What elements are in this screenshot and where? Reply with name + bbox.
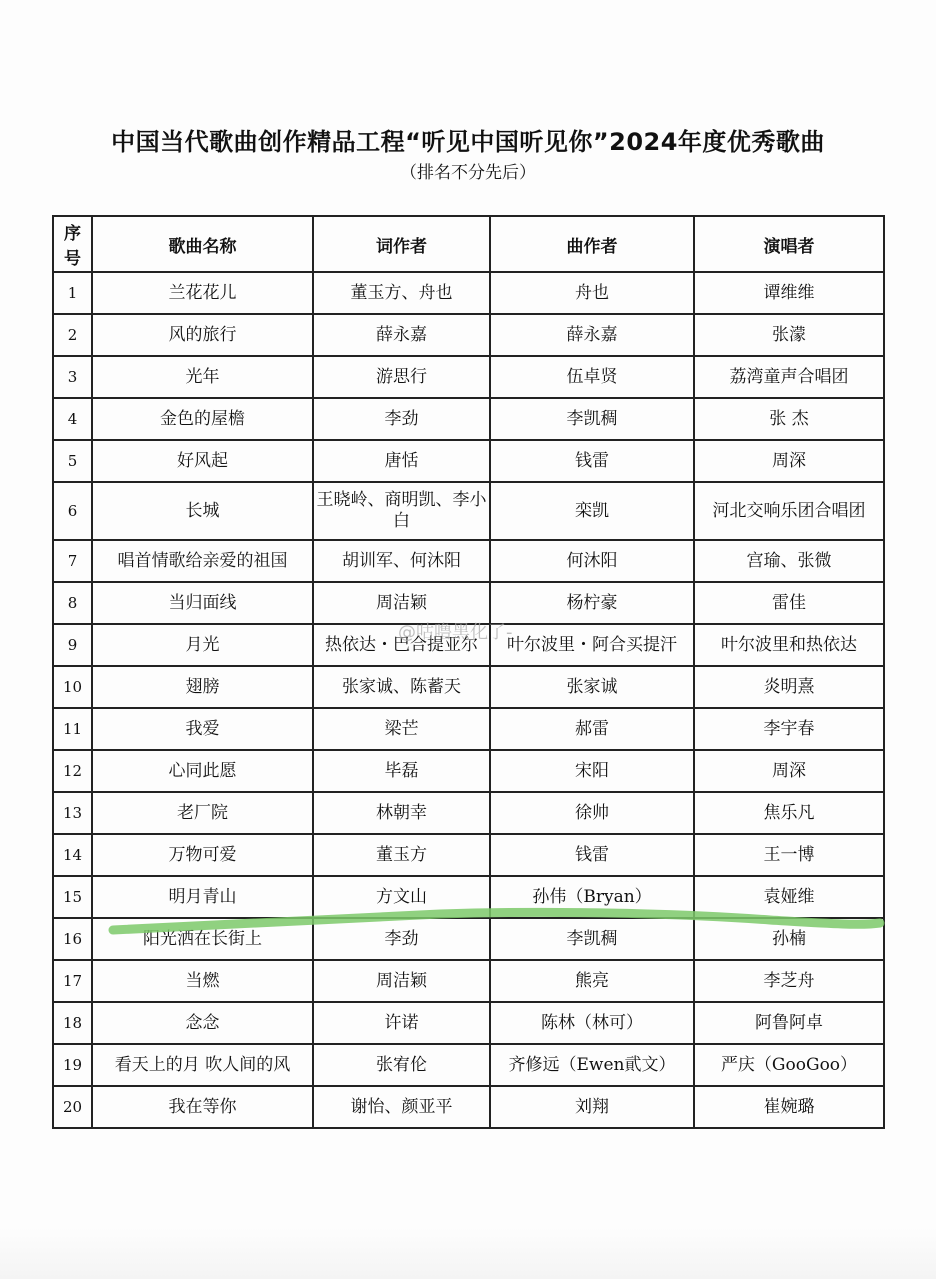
- table-row: [53, 440, 884, 482]
- cell-song: 当燃: [92, 960, 313, 1002]
- cell-song: 兰花花儿: [92, 272, 313, 314]
- cell-no: 13: [53, 792, 92, 834]
- cell-singer: 孙楠: [694, 918, 884, 960]
- cell-singer: 宫瑜、张微: [694, 540, 884, 582]
- cell-composer: 刘翔: [490, 1086, 694, 1128]
- cell-song: 心同此愿: [92, 750, 313, 792]
- cell-lyricist: 林朝幸: [313, 792, 490, 834]
- cell-song: 念念: [92, 1002, 313, 1044]
- cell-no: 2: [53, 314, 92, 356]
- cell-lyricist: 周洁颖: [313, 960, 490, 1002]
- header-no: 序号: [53, 216, 92, 272]
- cell-song: 月光: [92, 624, 313, 666]
- table-row: [53, 1086, 884, 1128]
- cell-lyricist: 唐恬: [313, 440, 490, 482]
- table-row: [53, 708, 884, 750]
- cell-composer: 舟也: [490, 272, 694, 314]
- cell-lyricist: 董玉方、舟也: [313, 272, 490, 314]
- cell-composer: 栾凯: [490, 482, 694, 540]
- cell-composer: 熊亮: [490, 960, 694, 1002]
- table-header-row: [53, 216, 884, 272]
- cell-singer: 李宇春: [694, 708, 884, 750]
- cell-composer: 钱雷: [490, 834, 694, 876]
- cell-song: 明月青山: [92, 876, 313, 918]
- cell-lyricist: 李劲: [313, 918, 490, 960]
- cell-lyricist: 许诺: [313, 1002, 490, 1044]
- cell-lyricist: 谢怡、颜亚平: [313, 1086, 490, 1128]
- cell-song: 万物可爱: [92, 834, 313, 876]
- cell-singer: 阿鲁阿卓: [694, 1002, 884, 1044]
- cell-song: 翅膀: [92, 666, 313, 708]
- cell-no: 8: [53, 582, 92, 624]
- cell-no: 20: [53, 1086, 92, 1128]
- table-row: [53, 750, 884, 792]
- cell-singer: 炎明熹: [694, 666, 884, 708]
- table-row: [53, 1002, 884, 1044]
- songs-table: [52, 215, 885, 1129]
- cell-singer: 袁娅维: [694, 876, 884, 918]
- cell-lyricist: 张宥伦: [313, 1044, 490, 1086]
- cell-no: 18: [53, 1002, 92, 1044]
- table-row: [53, 482, 884, 540]
- cell-no: 11: [53, 708, 92, 750]
- cell-song: 我在等你: [92, 1086, 313, 1128]
- cell-singer: 雷佳: [694, 582, 884, 624]
- cell-song: 看天上的月 吹人间的风: [92, 1044, 313, 1086]
- table-row: [53, 666, 884, 708]
- cell-no: 14: [53, 834, 92, 876]
- table-row: [53, 1044, 884, 1086]
- cell-no: 6: [53, 482, 92, 540]
- cell-singer: 谭维维: [694, 272, 884, 314]
- cell-composer: 宋阳: [490, 750, 694, 792]
- watermark-text: @咕噜黑化了-: [398, 622, 513, 643]
- cell-singer: 李芝舟: [694, 960, 884, 1002]
- cell-no: 1: [53, 272, 92, 314]
- cell-lyricist: 张家诚、陈蓄天: [313, 666, 490, 708]
- cell-lyricist: 周洁颖: [313, 582, 490, 624]
- cell-composer: 叶尔波里・阿合买提汗: [490, 624, 694, 666]
- cell-singer: 张 杰: [694, 398, 884, 440]
- table-row: [53, 792, 884, 834]
- cell-no: 3: [53, 356, 92, 398]
- cell-song: 金色的屋檐: [92, 398, 313, 440]
- table-row: [53, 540, 884, 582]
- cell-lyricist: 游思行: [313, 356, 490, 398]
- header-lyricist: 词作者: [313, 216, 490, 272]
- table-row: [53, 918, 884, 960]
- table-row: [53, 960, 884, 1002]
- cell-no: 9: [53, 624, 92, 666]
- cell-lyricist: 方文山: [313, 876, 490, 918]
- cell-lyricist: 薛永嘉: [313, 314, 490, 356]
- cell-composer: 郝雷: [490, 708, 694, 750]
- cell-composer: 伍卓贤: [490, 356, 694, 398]
- cell-no: 4: [53, 398, 92, 440]
- cell-no: 7: [53, 540, 92, 582]
- cell-composer: 李凯稠: [490, 398, 694, 440]
- cell-composer: 孙伟（Bryan）: [490, 876, 694, 918]
- table-row: [53, 272, 884, 314]
- cell-song: 我爱: [92, 708, 313, 750]
- cell-lyricist: 李劲: [313, 398, 490, 440]
- cell-lyricist: 胡训军、何沐阳: [313, 540, 490, 582]
- cell-singer: 河北交响乐团合唱团: [694, 482, 884, 540]
- cell-no: 10: [53, 666, 92, 708]
- cell-singer: 严庆（GooGoo）: [694, 1044, 884, 1086]
- cell-singer: 焦乐凡: [694, 792, 884, 834]
- cell-singer: 周深: [694, 750, 884, 792]
- cell-lyricist: 梁芒: [313, 708, 490, 750]
- cell-composer: 陈林（林可）: [490, 1002, 694, 1044]
- cell-composer: 齐修远（Ewen貮文）: [490, 1044, 694, 1086]
- table-row: [53, 398, 884, 440]
- cell-composer: 钱雷: [490, 440, 694, 482]
- cell-song: 风的旅行: [92, 314, 313, 356]
- header-composer: 曲作者: [490, 216, 694, 272]
- cell-singer: 崔婉璐: [694, 1086, 884, 1128]
- cell-singer: 王一博: [694, 834, 884, 876]
- bottom-fade: [0, 1228, 936, 1279]
- cell-no: 16: [53, 918, 92, 960]
- cell-composer: 李凯稠: [490, 918, 694, 960]
- cell-singer: 叶尔波里和热依达: [694, 624, 884, 666]
- cell-song: 当归面线: [92, 582, 313, 624]
- cell-lyricist: 毕磊: [313, 750, 490, 792]
- cell-composer: 徐帅: [490, 792, 694, 834]
- cell-composer: 薛永嘉: [490, 314, 694, 356]
- document-title: 中国当代歌曲创作精品工程“听见中国听见你”2024年度优秀歌曲: [111, 128, 825, 156]
- cell-composer: 何沐阳: [490, 540, 694, 582]
- cell-lyricist: 热依达・巴合提亚尔: [313, 624, 490, 666]
- cell-song: 唱首情歌给亲爱的祖国: [92, 540, 313, 582]
- cell-no: 12: [53, 750, 92, 792]
- cell-singer: 张濛: [694, 314, 884, 356]
- cell-song: 阳光洒在长街上: [92, 918, 313, 960]
- cell-no: 5: [53, 440, 92, 482]
- table-row: [53, 834, 884, 876]
- cell-song: 长城: [92, 482, 313, 540]
- cell-no: 17: [53, 960, 92, 1002]
- cell-singer: 荔湾童声合唱团: [694, 356, 884, 398]
- table-row: [53, 314, 884, 356]
- cell-song: 好风起: [92, 440, 313, 482]
- document-subtitle: （排名不分先后）: [400, 163, 536, 183]
- cell-song: 老厂院: [92, 792, 313, 834]
- cell-lyricist: 王晓岭、商明凯、李小白: [313, 482, 490, 540]
- cell-singer: 周深: [694, 440, 884, 482]
- cell-no: 19: [53, 1044, 92, 1086]
- cell-song: 光年: [92, 356, 313, 398]
- watermark: [398, 618, 513, 644]
- header-song: 歌曲名称: [92, 216, 313, 272]
- cell-lyricist: 董玉方: [313, 834, 490, 876]
- table-row: [53, 876, 884, 918]
- cell-no: 15: [53, 876, 92, 918]
- header-singer: 演唱者: [694, 216, 884, 272]
- cell-composer: 张家诚: [490, 666, 694, 708]
- cell-composer: 杨柠豪: [490, 582, 694, 624]
- table-row: [53, 356, 884, 398]
